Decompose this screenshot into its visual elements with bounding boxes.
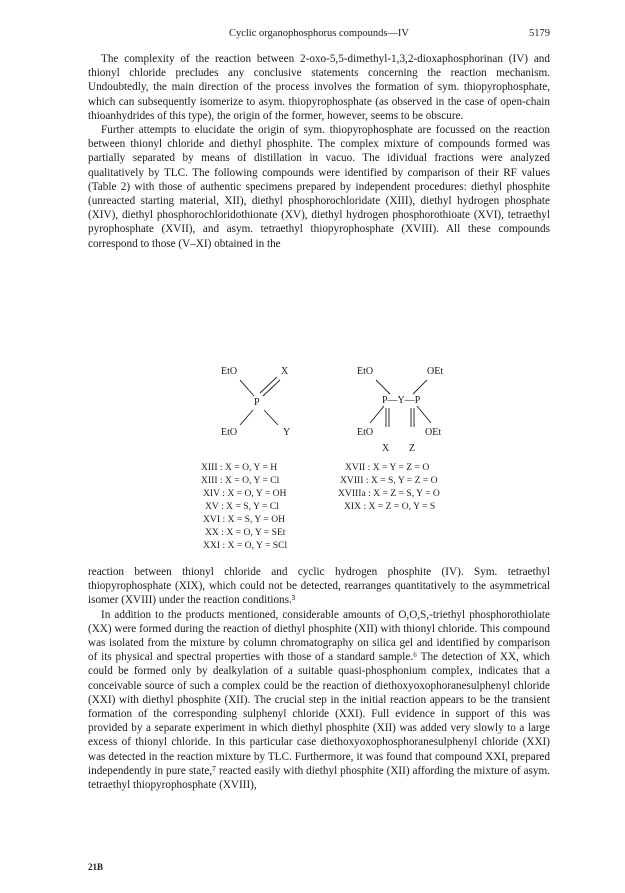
compound-label: XVIIIa : X = Z = S, Y = O [338,488,440,499]
left-y-group: Y [283,427,291,438]
right-p-y-p-chain: P—Y—P [382,395,421,406]
running-head [88,28,550,42]
compound-label: XVIII : X = S, Y = Z = O [340,475,438,486]
compound-label: XVII : X = Y = Z = O [345,462,430,473]
paragraph-continuation: reaction between thionyl chloride and cyclic hydrogen phosphite (IV). Sym. tetraethyl thiopyrophosphate (XIX), which could not be detected, rearranges quantitatively to the asymmetrical isomer (XVIII) under the reaction conditions.³ [88,566,550,607]
compound-label: XIII : X = O, Y = Cl [201,475,280,486]
compound-label: XIX : X = Z = O, Y = S [344,501,436,512]
compound-label: XXI : X = O, Y = SCl [203,540,288,551]
paragraph-additional-products: In addition to the products mentioned, considerable amounts of O,O,S,-triethyl phosphorothiolate (XX) were formed during the reaction of diethyl phosphite (XII) with thionyl chloride. This compound was isolated from the mixture by column chromatography on silica gel and identified by comparison of its physical and spectral properties with those of a standard sample.⁶ The detection of XX, which could be formed only by dealkylation of a suitable quasi-phosphonium complex, indicates that a conceivable source of such a complex could be the reaction of diethoxyoxophoranesulphenyl chloride (XXI) with diethyl phosphite (XII). The crucial step in the initial reaction appears to be the transient formation of the corresponding sulphenyl chloride (XXI). Full evidence in support of this was provided by a separate experiment in which diethyl phosphite (XII) was added very slowly to a large excess of thionyl chloride. In this particular case diethoxyoxophosphoranesulphenyl chloride (XXI) was detected in the reaction mixture by TLC. Furthermore, it was found that compound XXI, prepared independently in pure state,⁷ reacted easily with diethyl phosphite (XII) affording the mixture of asym. tetraethyl thiopyrophosphate (XVIII), [88,608,550,792]
upper-body-text [88,52,550,251]
right-x-group: X [382,443,390,454]
page-number: 5179 [529,28,550,39]
compound-label: XIV : X = O, Y = OH [203,488,287,499]
right-oet-top: OEt [427,366,444,377]
left-x-group: X [281,366,289,377]
compound-label: XX : X = O, Y = SEt [205,527,286,538]
left-eto-top: EtO [221,366,238,377]
paragraph-thiopyrophosphate-origin: Further attempts to elucidate the origin of sym. thiopyrophosphate are focussed on the reaction between thionyl chloride and diethyl phosphite. The complex mixture of compounds formed was partially separated by means of distillation in vacuo. The idividual fractions were analyzed qualitatively by TLC. The following compounds were identified by comparison of their RF values (Table 2) with those of authentic specimens prepared by independent procedures: diethyl phosphite (unreacted starting material, XII), diethyl phosphorochloridate (XIII), diethyl hydrogen phosphate (XIV), diethyl phosphorochloridothionate (XV), diethyl hydrogen phosphorothioate (XVI), tetraethyl pyrophosphate (XVII), and asym. tetraethyl thiopyrophosphate (XVIII). All these compounds correspond to those (V–XI) obtained in the [88,124,550,250]
paragraph-reaction-complexity: The complexity of the reaction between 2-oxo-5,5-dimethyl-1,3,2-dioxaphosphorinan (IV) and thionyl chloride precludes any conclusive statements concerning the reaction mechanism. Undoubtedly, the main direction of the process involves the formation of sym. thiopyrophosphate, which can subsequently isomerize to asym. thiopyrophosphate (as observed in the case of open-chain thioanhydrides of this type), the origin of the former, however, seems to be obscure. [88,53,550,122]
compound-label: XIII : X = O, Y = H [201,462,278,473]
left-eto-bottom: EtO [221,427,238,438]
compound-label: XV : X = S, Y = Cl [205,501,279,512]
right-eto-top: EtO [357,366,374,377]
lower-body-text [88,565,550,792]
right-eto-bottom: EtO [357,427,374,438]
compound-label: XVI : X = S, Y = OH [203,514,286,525]
running-head-title: Cyclic organophosphorus compounds—IV [228,28,410,39]
left-phosphorus: P [254,397,260,408]
right-oet-bottom: OEt [425,427,442,438]
right-z-group: Z [409,443,416,454]
signature-mark: 21B [88,862,104,872]
